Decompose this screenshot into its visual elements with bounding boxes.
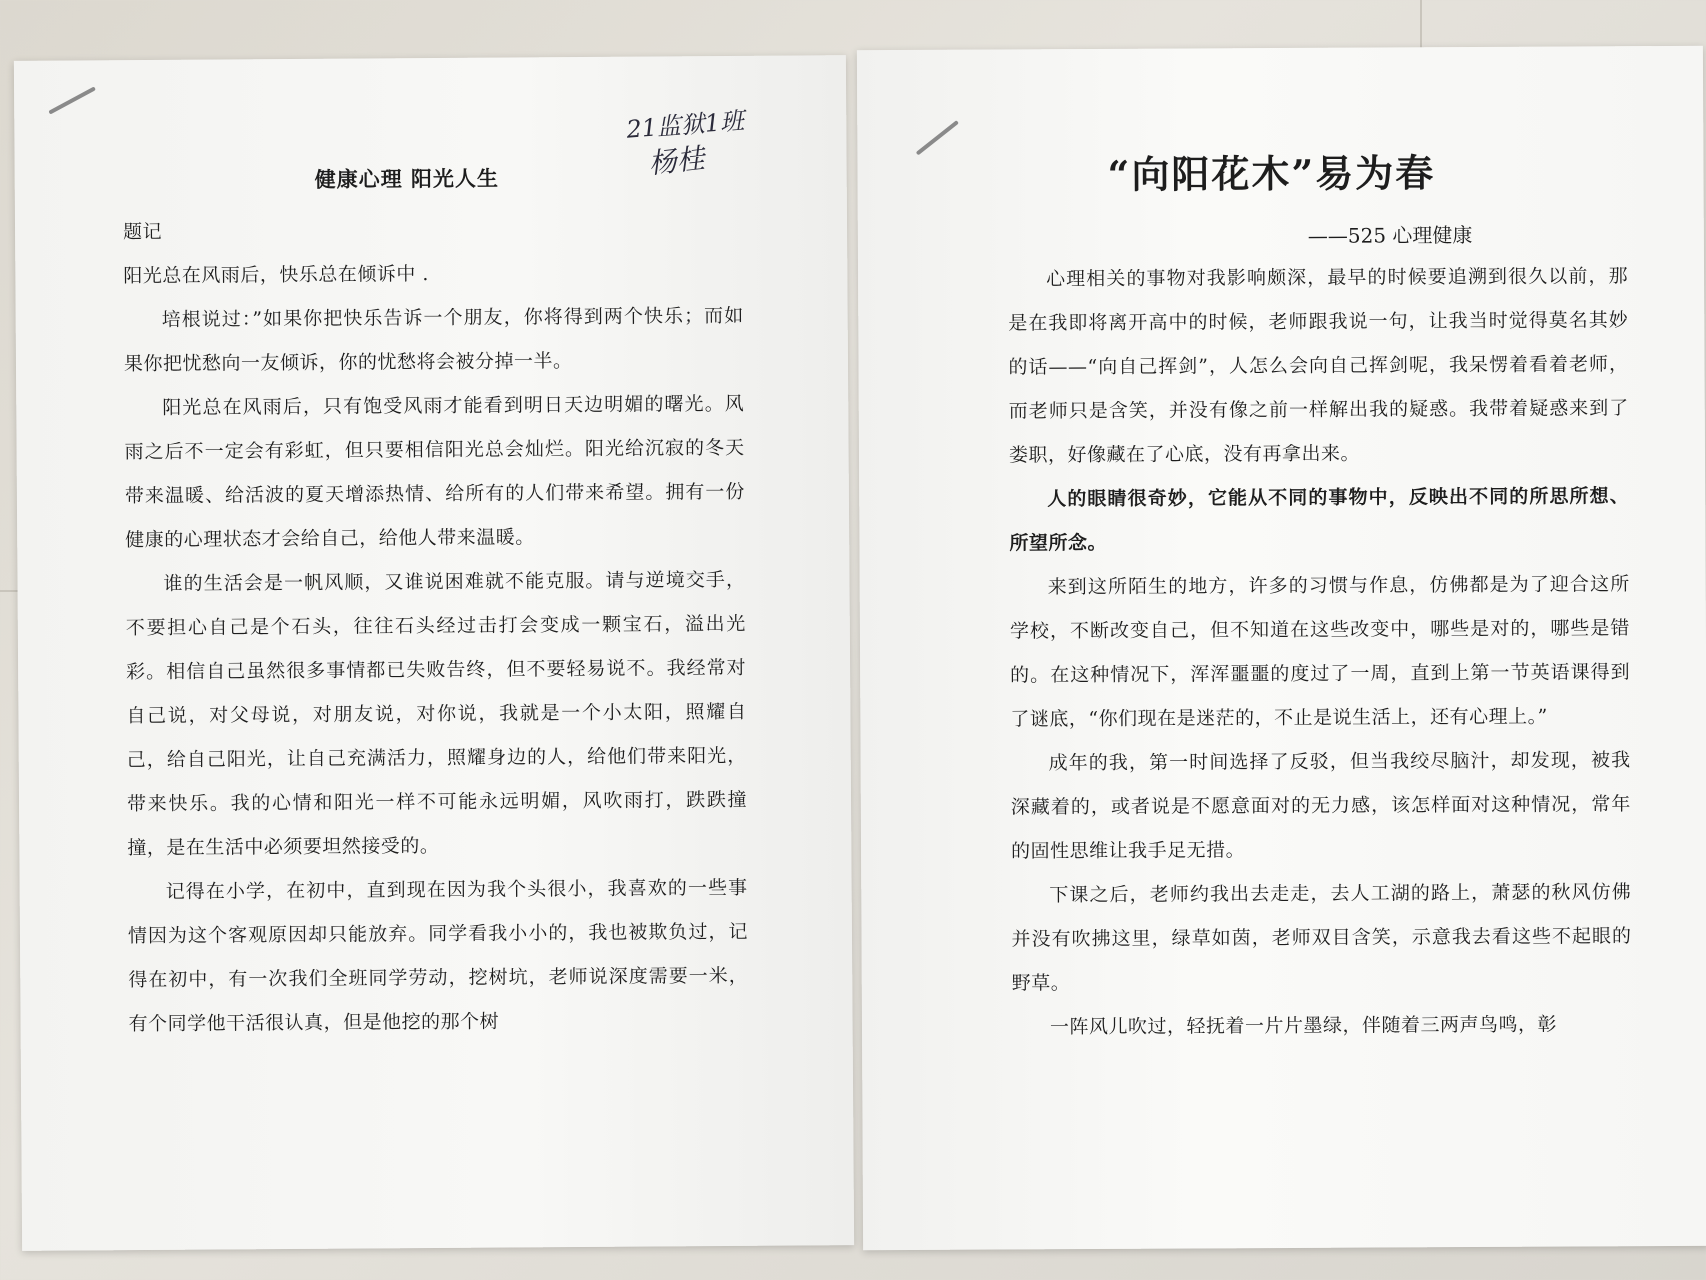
right-page-body — [1008, 254, 1632, 1049]
staple-mark — [916, 120, 959, 155]
paragraph: 培根说过：”如果你把快乐告诉一个朋友，你将得到两个快乐；而如果你把忧愁向一友倾诉，你的忧愁将会被分掉一半。 — [123, 304, 744, 376]
bold-paragraph: 人的眼睛很奇妙，它能从不同的事物中，反映出不同的所思所想、所望所念。 — [1009, 485, 1630, 555]
handwritten-class: 21监狱1班 — [625, 106, 746, 144]
paragraph: 阳光总在风雨后，只有饱受风雨才能看到明日天边明媚的曙光。风雨之后不一定会有彩虹，但只要相信阳光总会灿烂。阳光给沉寂的冬天带来温暖、给活波的夏天增添热情、给所有的人们带来希望。拥有一份健康的心理状态才会给自己，给他人带来温暖。 — [124, 392, 745, 552]
preface-line: 阳光总在风雨后，快乐总在倾诉中 . — [123, 263, 430, 288]
paragraph: 下课之后，老师约我出去走走，去人工湖的路上，萧瑟的秋风仿佛并没有吹拂这里，绿草如茵，老师双目含笑，示意我去看这些不起眼的野草。 — [1011, 881, 1632, 995]
left-page-title: 健康心理 阳光人生 — [314, 165, 500, 192]
right-page-subtitle: ——525 心理健康 — [1307, 223, 1473, 248]
paragraph: 一阵风儿吹过，轻抚着一片片墨绿，伴随着三两声鸟鸣，彰 — [1049, 1013, 1558, 1039]
paragraph: 记得在小学，在初中，直到现在因为我个头很小，我喜欢的一些事情因为这个客观原因却只能放弃。同学看我小小的，我也被欺负过，记得在初中，有一次我们全班同学劳动，挖树坑，老师说深度需要一米，有个同学他干活很认真，但是他挖的那个树 — [127, 876, 749, 1036]
preface-label: 题记 — [122, 220, 163, 244]
paragraph: 心理相关的事物对我影响颇深，最早的时候要追溯到很久以前，那是在我即将离开高中的时候，老师跟我说一句，让我当时觉得莫名其妙的话——“向自己挥剑”，人怎么会向自己挥剑呢，我呆愣着看着老师，而老师只是含笑，并没有像之前一样解出我的疑惑。我带着疑惑来到了娄职，好像藏在了心底，没有再拿出来。 — [1008, 265, 1629, 467]
left-page-body — [123, 206, 749, 1046]
right-document-page — [857, 46, 1706, 1250]
floor-tile-seam — [1420, 0, 1422, 50]
handwritten-name: 杨桂 — [646, 141, 707, 181]
right-page-title: “向阳花木”易为春 — [1107, 150, 1436, 197]
paragraph: 成年的我，第一时间选择了反驳，但当我绞尽脑汁，却发现，被我深藏着的，或者说是不愿意面对的无力感，该怎样面对这种情况，常年的固性思维让我手足无措。 — [1010, 749, 1631, 863]
paragraph: 来到这所陌生的地方，许多的习惯与作息，仿佛都是为了迎合这所学校，不断改变自己，但不知道在这些改变中，哪些是对的，哪些是错的。在这种情况下，浑浑噩噩的度过了一周，直到上第一节英语课得到了谜底，“你们现在是迷茫的，不止是说生活上，还有心理上。” — [1009, 573, 1631, 731]
left-document-page — [14, 55, 854, 1251]
paragraph: 谁的生活会是一帆风顺，又谁说困难就不能克服。请与逆境交手，不要担心自己是个石头，往往石头经过击打会变成一颗宝石，溢出光彩。相信自己虽然很多事情都已失败告终，但不要轻易说不。我经常对自己说，对父母说，对朋友说，对你说，我就是一个小太阳，照耀自己，给自己阳光，让自己充满活力，照耀身边的人，给他们带来阳光，带来快乐。我的心情和阳光一样不可能永远明媚，风吹雨打，跌跌撞撞，是在生活中必须要坦然接受的。 — [125, 568, 748, 860]
staple-mark — [48, 86, 96, 114]
